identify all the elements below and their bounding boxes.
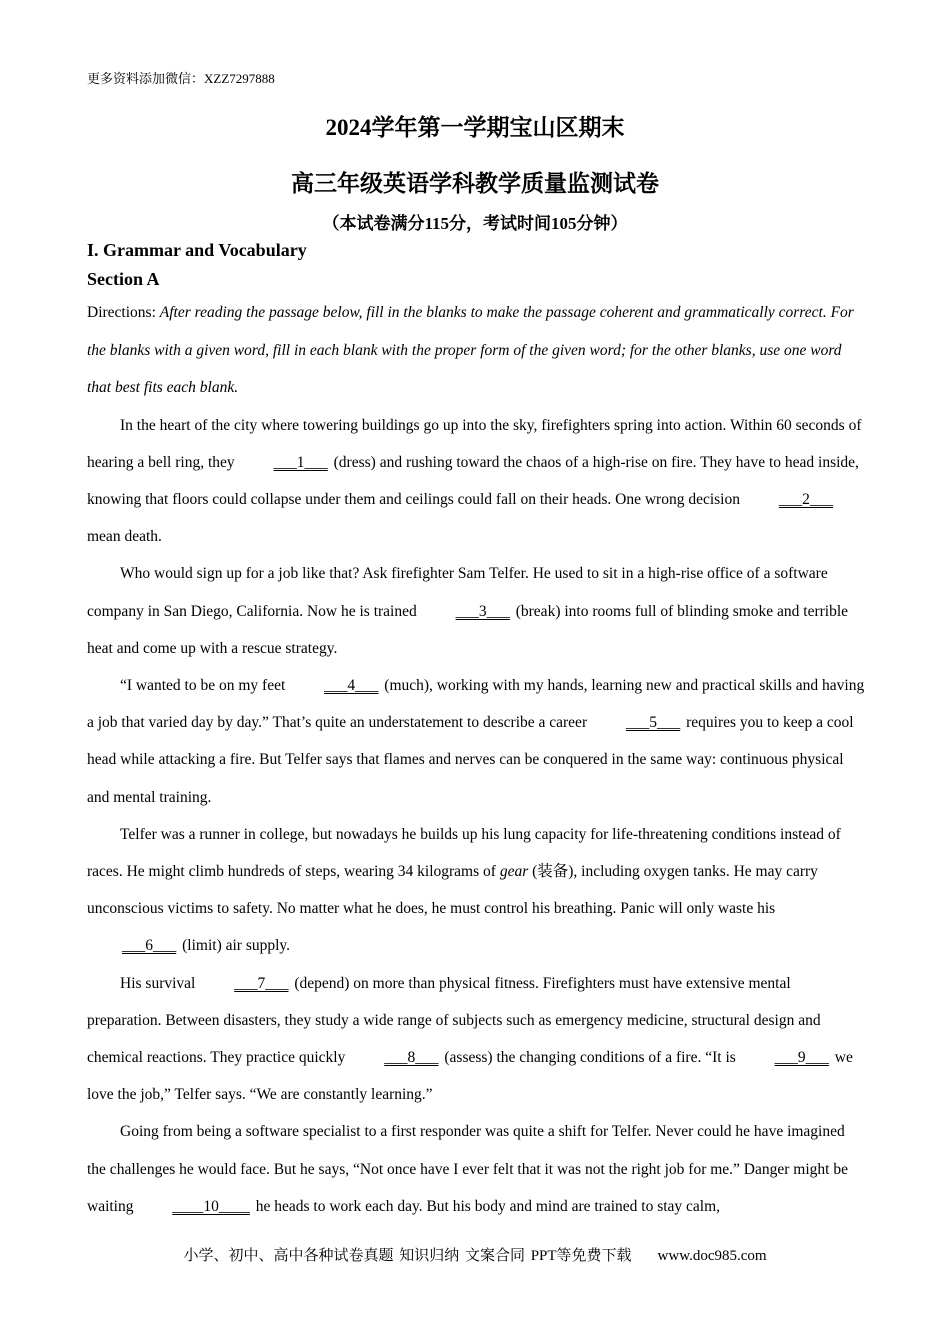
directions-lead: Directions: [87, 304, 160, 321]
passage-paragraph-3 [87, 667, 865, 816]
exam-content [87, 236, 865, 1225]
paragraph-text: (break) into rooms full of blinding smoke and terrible heat and come up with a rescue strategy. [87, 602, 849, 657]
blank-6: ___6___ [122, 937, 177, 955]
paragraph-text: (depend) on more than physical fitness. Firefighters must have extensive mental preparation. Between disasters, they study a wide range of subjects such as emergency medicine, structural design and chemical reactions. They practice quickly [87, 974, 821, 1066]
blank-1: ___1___ [273, 453, 328, 471]
blank-10: ____10____ [172, 1197, 250, 1215]
paragraph-text: (assess) the changing conditions of a fire. “It is [440, 1048, 740, 1066]
paragraph-text: Going from being a software specialist to a first responder was quite a shift for Telfer. Never could he have imagined the challenges he would face. But he says, “Not once have I ever felt that it was not the right job for me.” Danger might be waiting [87, 1123, 848, 1215]
footer [0, 1244, 950, 1265]
blank-4: ___4___ [324, 676, 379, 694]
passage-paragraph-4 [87, 816, 865, 965]
paragraph-text: Who would sign up for a job like that? Ask firefighter Sam Telfer. He used to sit in a high-rise office of a software company in San Diego, California. Now he is trained [87, 565, 828, 620]
paragraph-text: (limit) air supply. [178, 937, 291, 955]
italic-term: gear [499, 862, 529, 880]
exam-title-line2: 高三年级英语学科教学质量监测试卷 [291, 171, 659, 196]
passage-paragraph-2 [87, 555, 865, 667]
paragraph-text: “I wanted to be on my feet [120, 676, 290, 694]
paragraph-text: requires you to keep a cool head while attacking a fire. But Telfer says that flames and nerves can be conquered in the same way: continuous physical and mental training. [87, 714, 854, 806]
blank-9: ___9___ [774, 1048, 829, 1066]
paragraph-text: His survival [120, 974, 200, 992]
paragraph-text: Telfer was a runner in college, but nowadays he builds up his lung capacity for life-threatening conditions instead of races. He might climb hundreds of steps, wearing 34 kilograms of [87, 825, 841, 880]
directions-text: After reading the passage below, fill in the blanks to make the passage coherent and grammatically correct. For the blanks with a given word, fill in each blank with the proper form of the given word; for the other blanks, use one word that best fits each blank. [87, 304, 854, 396]
paragraph-text: (much), working with my hands, learning new and practical skills and having a job that varied day by day.” That’s quite an understatement to describe a career [87, 676, 865, 732]
footer-site: www.doc985.com [657, 1248, 767, 1264]
blank-2: ___2___ [778, 490, 834, 508]
paragraph-text: we love the job,” Telfer says. “We are constantly learning.” [87, 1048, 853, 1104]
passage-paragraph-1 [87, 407, 865, 556]
paragraph-text: mean death. [87, 528, 162, 546]
passage-paragraph-6 [87, 1113, 865, 1225]
paragraph-text: (装备), including oxygen tanks. He may carry unconscious victims to safety. No matter what he does, he must control his breathing. Panic will only waste his [87, 862, 818, 918]
header-note: 更多资料添加微信：XZZ7297888 [87, 71, 275, 86]
passage-paragraph-5 [87, 965, 865, 1114]
exam-subtitle: （本试卷满分115分，考试时间105分钟） [322, 214, 628, 233]
blank-8: ___8___ [384, 1048, 439, 1066]
exam-title-line1: 2024学年第一学期宝山区期末 [325, 115, 625, 140]
paragraph-text: he heads to work each day. But his body and mind are trained to stay calm, [251, 1197, 721, 1215]
paragraph-text: (dress) and rushing toward the chaos of a high-rise on fire. They have to head inside, knowing that floors could collapse under them and ceilings could fall on their heads. One wrong decision [87, 453, 859, 508]
part-heading: I. Grammar and Vocabulary [87, 240, 307, 260]
blank-5: ___5___ [625, 714, 681, 732]
blank-3: ___3___ [455, 602, 510, 620]
blank-7: ___7___ [234, 974, 289, 992]
paragraph-text: In the heart of the city where towering buildings go up into the sky, firefighters spring into action. Within 60 seconds of hearing a bell ring, they [87, 416, 862, 471]
section-heading: Section A [87, 269, 160, 289]
directions [87, 294, 865, 407]
footer-text: 小学、初中、高中各种试卷真题 知识归纳 文案合同 PPT等免费下载 [183, 1248, 632, 1264]
